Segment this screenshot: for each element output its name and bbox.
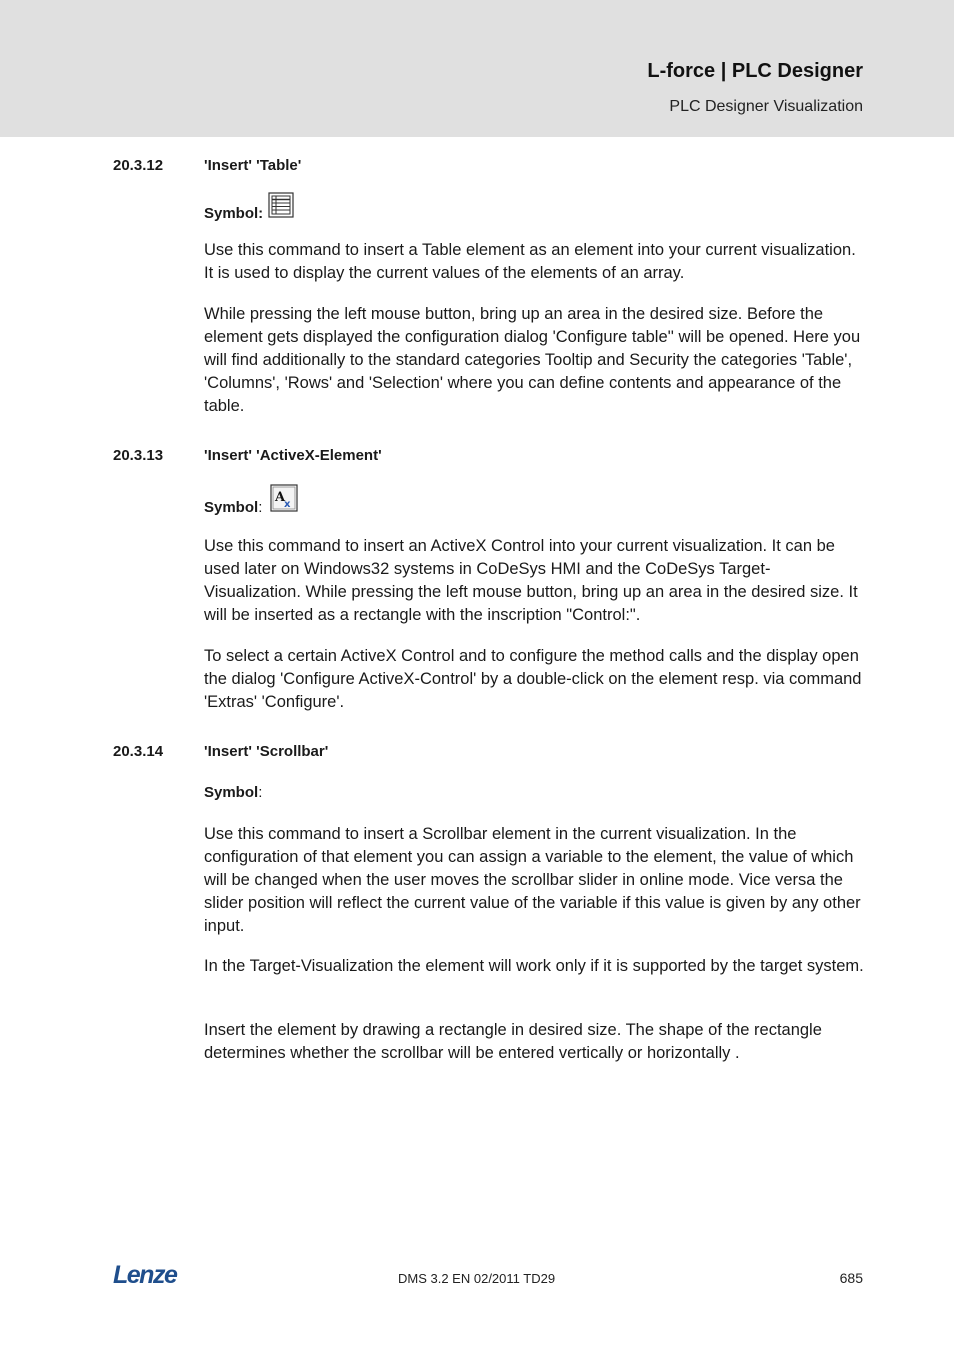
paragraph: While pressing the left mouse button, bring up an area in the desired size. Before the element gets displayed the configuration dialog 'Configure table'' will be opened. Here you will find additionally to the standard categories Tooltip and Security the categories 'Table', 'Columns', 'Rows' and 'Selection' where you can define contents and appearance of the table. xyxy=(204,305,861,415)
svg-text:x: x xyxy=(284,499,291,510)
paragraph: Insert the element by drawing a rectangle in desired size. The shape of the rectangle determines whether the scrollbar will be entered vertically or horizontally . xyxy=(204,1021,822,1062)
table-icon xyxy=(268,192,294,222)
header-subtitle: PLC Designer Visualization xyxy=(669,98,863,115)
symbol-line xyxy=(204,192,294,222)
symbol-line xyxy=(204,484,298,516)
paragraph: Use this command to insert an ActiveX Control into your current visualization. It can be used later on Windows32 systems in CoDeSys HMI and the CoDeSys Target-Visualization. While pressing the left mouse button, bring up an area in the desired size. It will be inserted as a rectangle with the inscription "Control:". xyxy=(204,537,858,624)
paragraph: In the Target-Visualization the element will work only if it is supported by the target system. xyxy=(204,957,864,975)
paragraph: Use this command to insert a Scrollbar element in the current visualization. In the configuration of that element you can assign a variable to the element, the value of which will be changed when the user moves the scrollbar slider in online mode. Vice versa the slider position will reflect the current value of the variable if this value is given by any other input. xyxy=(204,825,861,935)
section-number: 20.3.13 xyxy=(113,447,164,464)
header-title: L-force | PLC Designer xyxy=(647,60,863,82)
page-number: 685 xyxy=(839,1270,863,1286)
symbol-line xyxy=(204,784,262,801)
symbol-colon: : xyxy=(258,499,263,516)
section-title: 'Insert' 'ActiveX-Element' xyxy=(204,447,382,464)
paragraph: Use this command to insert a Table element as an element into your current visualization. It is used to display the current values of the elements of an array. xyxy=(204,241,856,282)
svg-text:A: A xyxy=(275,490,286,505)
section-title: 'Insert' 'Table' xyxy=(204,157,302,174)
page-header xyxy=(0,0,954,137)
symbol-label: Symbol xyxy=(204,784,259,801)
symbol-label: Symbol: xyxy=(204,205,264,222)
section-title: 'Insert' 'Scrollbar' xyxy=(204,743,329,760)
symbol-label: Symbol xyxy=(204,499,259,516)
activex-icon xyxy=(270,484,298,516)
symbol-colon: : xyxy=(258,784,263,801)
lenze-logo: Lenze xyxy=(113,1261,177,1289)
paragraph: To select a certain ActiveX Control and to configure the method calls and the display open the dialog 'Configure ActiveX-Control' by a double-click on the element resp. via command 'Extras' 'Configure'. xyxy=(204,647,862,711)
section-number: 20.3.14 xyxy=(113,743,164,760)
section-number: 20.3.12 xyxy=(113,157,164,174)
document-id: DMS 3.2 EN 02/2011 TD29 xyxy=(398,1271,556,1286)
